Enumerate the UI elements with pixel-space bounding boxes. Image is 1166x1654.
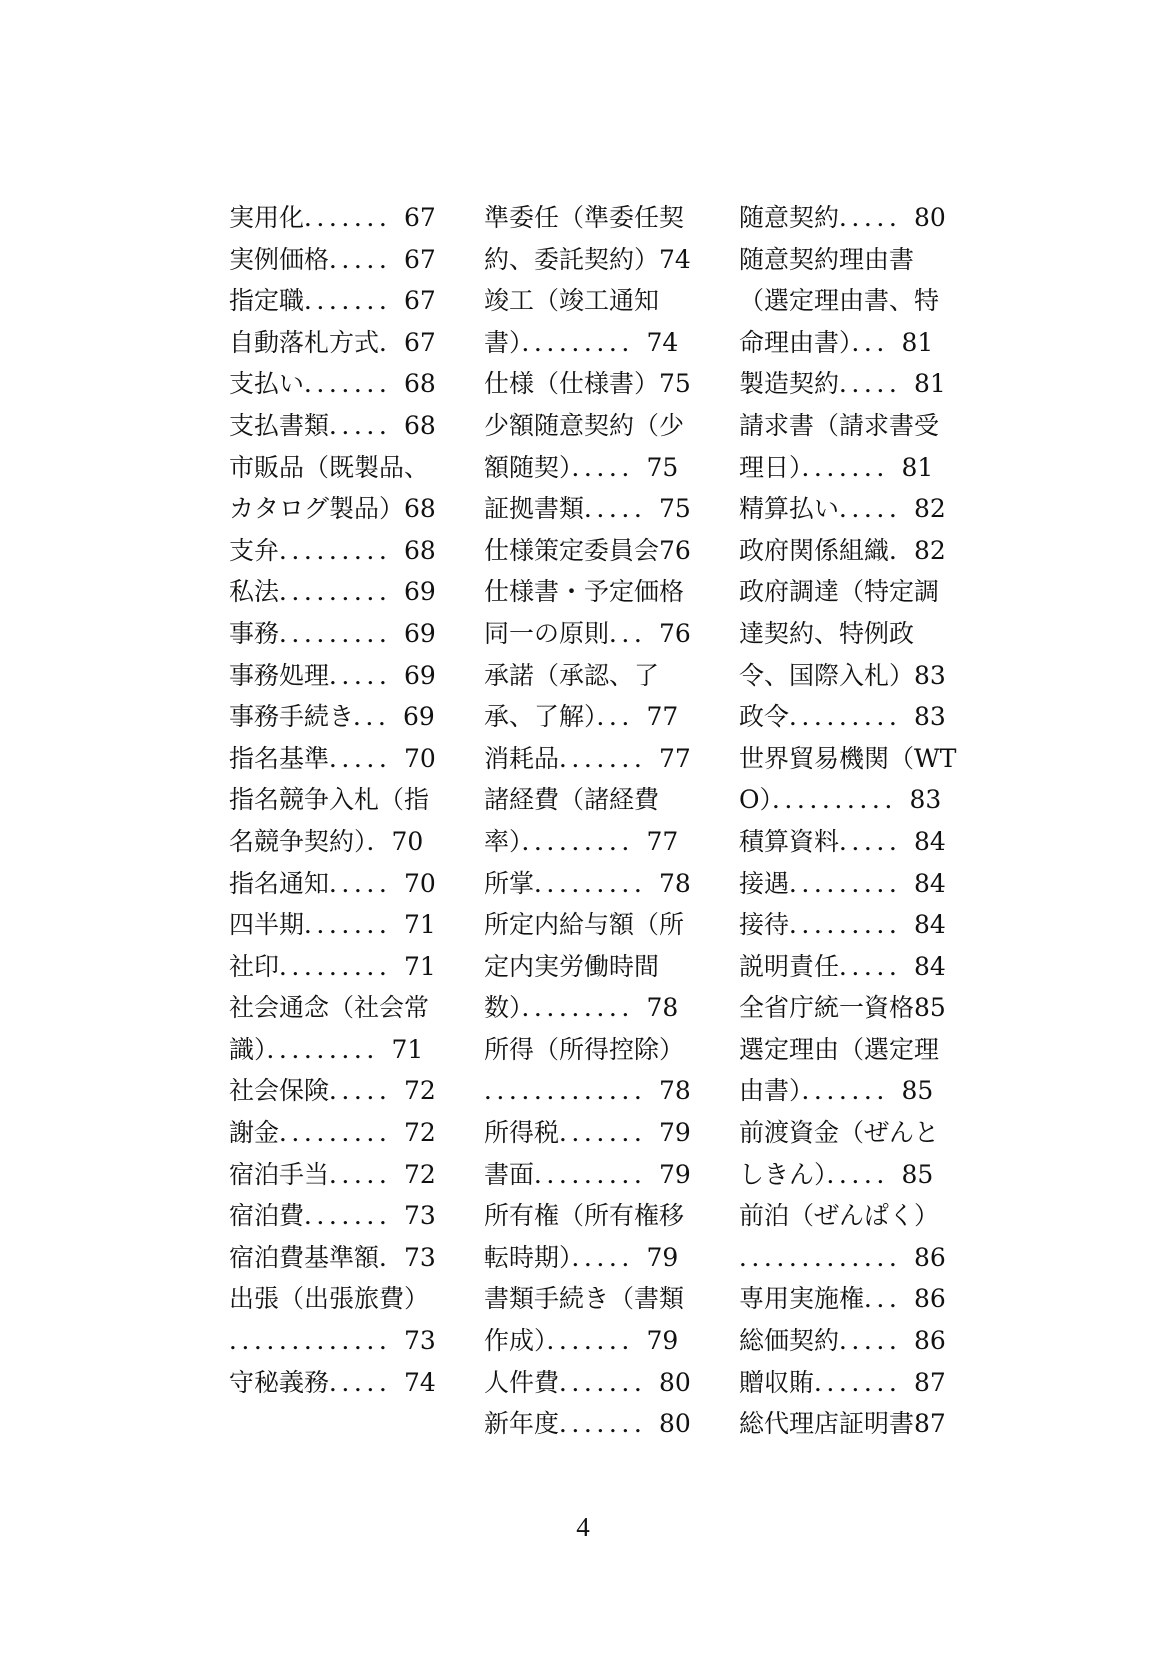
index-entry: ．．．．．．．．．．．．．73: [229, 1326, 436, 1356]
index-entry: 同一の原則．．．76: [484, 618, 691, 648]
index-entry: 識）．．．．．．．．．71: [229, 1034, 424, 1064]
index-entry: 作成）．．．．．．．79: [484, 1326, 679, 1356]
index-entry: 贈収賄．．．．．．．87: [739, 1367, 946, 1397]
index-entry: 所得（所得控除）: [484, 1034, 685, 1064]
index-entry: 世界貿易機関（WT: [739, 743, 957, 773]
index-entry: 約、委託契約）74: [484, 244, 691, 274]
index-entry: 指定職．．．．．．．67: [229, 286, 436, 316]
index-entry: 指名通知．．．．．70: [229, 868, 436, 898]
index-entry: 宿泊費．．．．．．．73: [229, 1201, 436, 1231]
index-entry: カタログ製品）68: [229, 494, 436, 524]
index-entry: 接待．．．．．．．．．84: [739, 910, 946, 940]
index-entry: 少額随意契約（少: [484, 410, 685, 440]
index-entry: 請求書（請求書受: [739, 410, 940, 440]
index-entry: 所定内給与額（所: [484, 910, 685, 940]
index-entry: 接遇．．．．．．．．．84: [739, 868, 946, 898]
index-entry: 社会通念（社会常: [229, 993, 430, 1023]
index-entry: 総代理店証明書87: [739, 1409, 946, 1439]
index-entry: 証拠書類．．．．．75: [484, 494, 691, 524]
index-entry: 市販品（既製品、: [229, 452, 430, 482]
index-entry: 転時期）．．．．．79: [484, 1242, 679, 1272]
index-entry: 人件費．．．．．．．80: [484, 1367, 691, 1397]
index-entry: 指名競争入札（指: [229, 785, 430, 815]
index-entry: 指名基準．．．．．70: [229, 743, 436, 773]
index-entry: 所掌．．．．．．．．．78: [484, 868, 691, 898]
index-entry: ．．．．．．．．．．．．．78: [484, 1076, 691, 1106]
index-entry: 諸経費（諸経費: [484, 785, 660, 815]
index-entry: 仕様書・予定価格: [484, 577, 685, 607]
index-entry: （選定理由書、特: [739, 286, 940, 316]
index-entry: 実例価格．．．．．67: [229, 244, 436, 274]
index-entry: 命理由書）．．．81: [739, 327, 934, 357]
index-entry: 事務手続き．．．69: [229, 702, 435, 732]
index-entry: 名競争契約）．70: [229, 826, 424, 856]
index-entry: 理日）．．．．．．．81: [739, 452, 934, 482]
index-entry: 出張（出張旅費）: [229, 1284, 430, 1314]
index-entry: 積算資料．．．．．84: [739, 826, 946, 856]
index-entry: 数）．．．．．．．．．78: [484, 993, 679, 1023]
index-entry: 定内実労働時間: [484, 951, 660, 981]
index-entry: 私法．．．．．．．．．69: [229, 577, 436, 607]
index-column-1: [229, 197, 455, 1403]
index-entry: 実用化．．．．．．．67: [229, 203, 436, 232]
index-entry: O）．．．．．．．．．．83: [739, 785, 942, 815]
index-entry: 四半期．．．．．．．71: [229, 910, 436, 940]
index-entry: 精算払い．．．．．82: [739, 494, 946, 524]
index-entry: 事務処理．．．．．69: [229, 660, 436, 690]
index-entry: 謝金．．．．．．．．．72: [229, 1118, 436, 1148]
index-entry: 社印．．．．．．．．．71: [229, 951, 436, 981]
index-entry: 支払い．．．．．．．68: [229, 369, 436, 399]
index-entry: 書類手続き（書類: [484, 1284, 685, 1314]
index-entry: 社会保険．．．．．72: [229, 1076, 436, 1106]
index-entry: 所有権（所有権移: [484, 1201, 685, 1231]
index-entry: 消耗品．．．．．．．77: [484, 743, 691, 773]
index-column-3: [739, 197, 965, 1445]
index-entry: 宿泊手当．．．．．72: [229, 1159, 436, 1189]
index-entry: 支払書類．．．．．68: [229, 410, 436, 440]
index-entry: 率）．．．．．．．．．77: [484, 826, 679, 856]
index-entry: 全省庁統一資格85: [739, 993, 946, 1023]
index-entry: 書面．．．．．．．．．79: [484, 1159, 691, 1189]
index-entry: 自動落札方式．67: [229, 327, 436, 357]
index-entry: 製造契約．．．．．81: [739, 369, 946, 399]
index-entry: 準委任（準委任契: [484, 203, 685, 232]
index-entry: 竣工（竣工通知: [484, 286, 660, 316]
index-entry: ．．．．．．．．．．．．．86: [739, 1242, 946, 1272]
index-entry: 随意契約理由書: [739, 244, 915, 274]
index-entry: 宿泊費基準額．73: [229, 1242, 436, 1272]
index-entry: しきん）．．．．．85: [739, 1159, 934, 1189]
index-entry: 達契約、特例政: [739, 618, 915, 648]
page-number: 4: [576, 1512, 590, 1542]
index-entry: 随意契約．．．．．80: [739, 203, 946, 232]
index-entry: 政令．．．．．．．．．83: [739, 702, 946, 732]
index-entry: 前渡資金（ぜんと: [739, 1118, 940, 1148]
index-entry: 額随契）．．．．．75: [484, 452, 679, 482]
index-entry: 守秘義務．．．．．74: [229, 1367, 436, 1397]
index-entry: 令、国際入札）83: [739, 660, 946, 690]
index-entry: 所得税．．．．．．．79: [484, 1118, 691, 1148]
index-entry: 支弁．．．．．．．．．68: [229, 535, 436, 565]
index-entry: 事務．．．．．．．．．69: [229, 618, 436, 648]
index-entry: 承、了解）．．．77: [484, 702, 679, 732]
index-entry: 選定理由（選定理: [739, 1034, 940, 1064]
index-entry: 仕様（仕様書）75: [484, 369, 691, 399]
index-entry: 専用実施権．．．86: [739, 1284, 946, 1314]
index-entry: 書）．．．．．．．．．74: [484, 327, 679, 357]
index-entry: 承諾（承認、了: [484, 660, 660, 690]
index-entry: 説明責任．．．．．84: [739, 951, 946, 981]
index-entry: 前泊（ぜんぱく）: [739, 1201, 940, 1231]
index-entry: 総価契約．．．．．86: [739, 1326, 946, 1356]
index-entry: 政府調達（特定調: [739, 577, 940, 607]
index-entry: 政府関係組織．82: [739, 535, 946, 565]
index-entry: 仕様策定委員会76: [484, 535, 691, 565]
index-entry: 由書）．．．．．．．85: [739, 1076, 934, 1106]
index-column-2: [484, 197, 710, 1445]
index-entry: 新年度．．．．．．．80: [484, 1409, 691, 1439]
